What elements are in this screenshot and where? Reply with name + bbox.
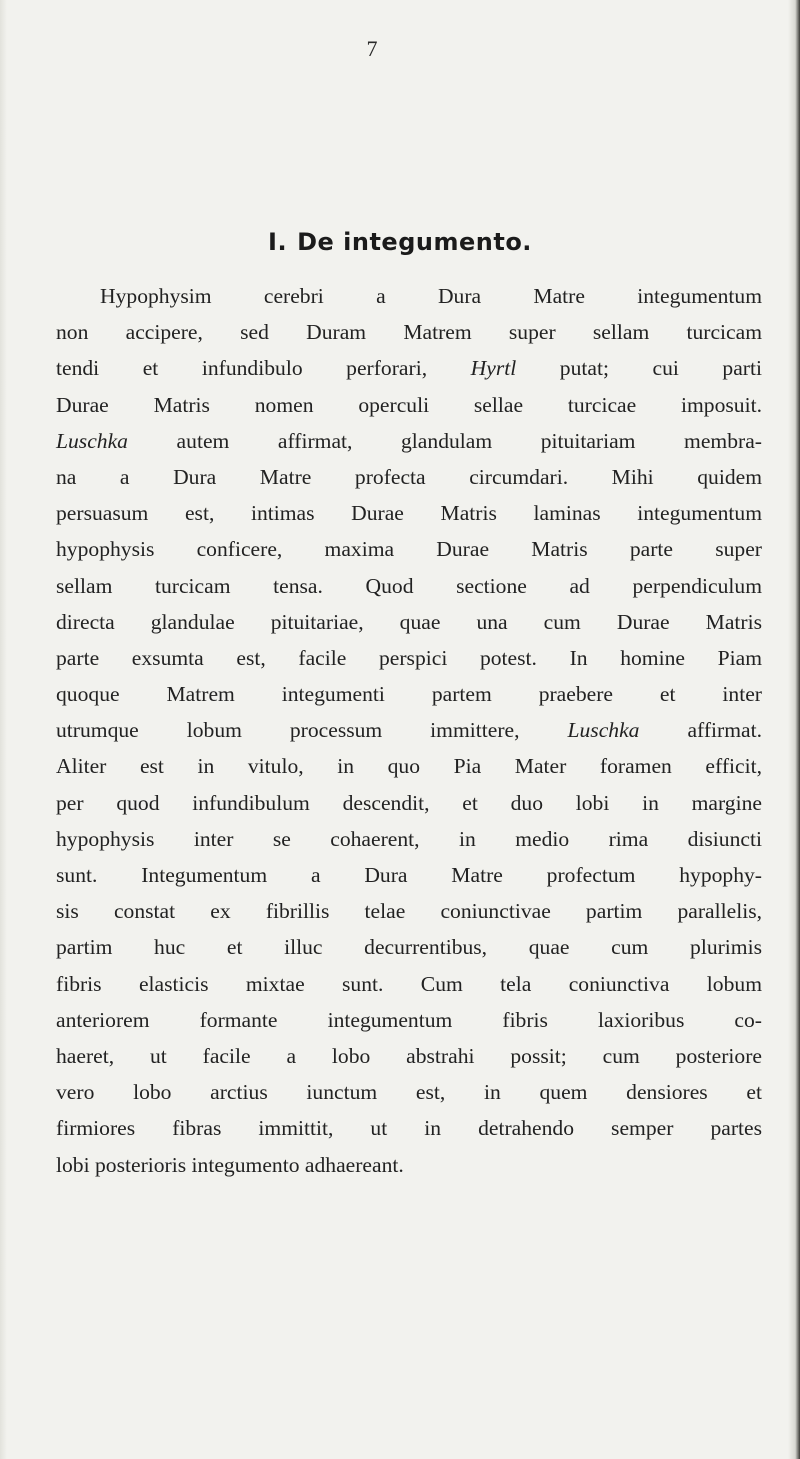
text-segment: quoque Matrem integumenti partem praebere et inter: [56, 682, 762, 707]
text-segment: persuasum est, intimas Durae Matris laminas integumentum: [56, 501, 762, 526]
text-line: [56, 821, 762, 857]
text-line: [56, 640, 762, 676]
section-number: I.: [268, 228, 288, 256]
text-line: [56, 1002, 762, 1038]
text-segment: autem affirmat, glandulam pituitariam membra-: [127, 428, 762, 453]
section-title: De integumento.: [297, 228, 532, 256]
text-segment: parte exsumta est, facile perspici potest. In homine Piam: [56, 645, 762, 670]
text-segment: hypophysis inter se cohaerent, in medio rima disiuncti: [56, 826, 762, 851]
text-segment: Durae Matris nomen operculi sellae turcicae imposuit.: [56, 392, 762, 417]
author-name: Luschka: [56, 428, 128, 453]
text-line: [56, 568, 762, 604]
text-segment: putat; cui parti: [516, 356, 762, 381]
text-segment: affirmat.: [639, 718, 762, 743]
text-segment: lobi posterioris integumento adhaereant.: [56, 1152, 404, 1177]
text-line: [56, 1074, 762, 1110]
text-line: [56, 857, 762, 893]
text-line: [56, 531, 762, 567]
text-segment: directa glandulae pituitariae, quae una cum Durae Matris: [56, 609, 762, 634]
text-segment: utrumque lobum processum immittere,: [56, 718, 568, 743]
page-number: 7: [366, 36, 378, 61]
author-name: Hyrtl: [470, 356, 517, 381]
page-edge: [788, 0, 800, 1459]
text-line: [56, 1110, 762, 1146]
text-line: [56, 893, 762, 929]
text-line: [56, 350, 762, 386]
text-line: [56, 387, 762, 423]
text-line: [56, 495, 762, 531]
text-segment: partim huc et illuc decurrentibus, quae cum plurimis: [56, 935, 762, 960]
text-line: [56, 712, 762, 748]
text-segment: vero lobo arctius iunctum est, in quem densiores et: [56, 1080, 762, 1105]
text-segment: Aliter est in vitulo, in quo Pia Mater foramen efficit,: [56, 754, 762, 779]
body-paragraph: [56, 278, 762, 1183]
text-segment: fibris elasticis mixtae sunt. Cum tela coniunctiva lobum: [56, 971, 762, 996]
text-segment: na a Dura Matre profecta circumdari. Mihi quidem: [56, 464, 762, 489]
page-gutter: [0, 0, 7, 1459]
text-line: [56, 1147, 762, 1183]
text-line: [56, 676, 762, 712]
text-line: [56, 459, 762, 495]
text-segment: anteriorem formante integumentum fibris laxioribus co-: [56, 1007, 762, 1032]
text-segment: non accipere, sed Duram Matrem super sellam turcicam: [56, 320, 762, 345]
text-segment: sis constat ex fibrillis telae coniunctivae partim parallelis,: [56, 899, 762, 924]
text-line: [56, 748, 762, 784]
author-name: Luschka: [567, 718, 640, 743]
text-line: [56, 604, 762, 640]
section-heading: [0, 228, 800, 256]
text-segment: per quod infundibulum descendit, et duo lobi in margine: [56, 790, 762, 815]
text-line: [56, 929, 762, 965]
text-line: [56, 785, 762, 821]
text-line: [56, 1038, 762, 1074]
text-line: [56, 966, 762, 1002]
text-segment: sellam turcicam tensa. Quod sectione ad perpendiculum: [56, 573, 762, 598]
text-segment: haeret, ut facile a lobo abstrahi possit; cum posteriore: [56, 1043, 762, 1068]
text-line: [56, 423, 762, 459]
text-segment: Hypophysim cerebri a Dura Matre integumentum: [100, 284, 762, 308]
text-segment: firmiores fibras immittit, ut in detrahendo semper partes: [56, 1116, 762, 1141]
text-line: [56, 278, 762, 314]
text-segment: sunt. Integumentum a Dura Matre profectum hypophy-: [56, 863, 762, 887]
text-segment: tendi et infundibulo perforari,: [56, 356, 471, 381]
text-line: [56, 314, 762, 350]
text-segment: hypophysis conficere, maxima Durae Matris parte super: [56, 537, 762, 562]
